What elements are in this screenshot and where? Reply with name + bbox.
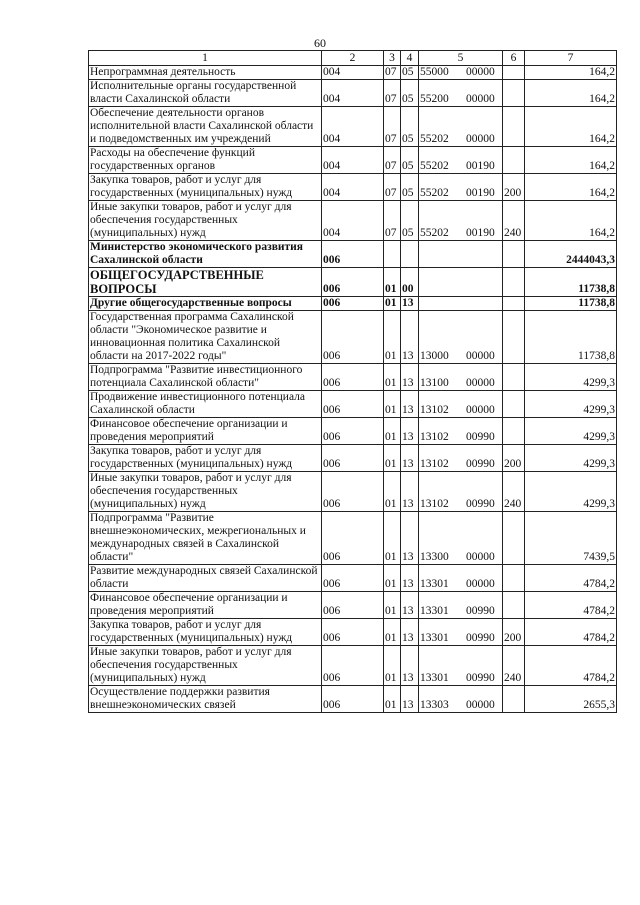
target-article-part2: 00000 [466,578,495,590]
header-cell: 5 [419,51,503,66]
section-code-cell: 07 [384,147,401,174]
target-article-part2: 00190 [466,227,495,239]
target-article-part1: 55200 [420,93,449,105]
target-article-part2: 00990 [466,672,495,684]
target-article-cell [419,268,503,297]
expense-type-cell [503,66,525,80]
amount-cell: 4784,2 [525,592,617,619]
row-name-cell: Закупка товаров, работ и услуг для государственных (муниципальных) нужд [89,619,322,646]
ministry-code-cell: 006 [322,472,384,512]
amount-cell: 4784,2 [525,619,617,646]
table-row [89,565,617,592]
expense-type-cell [503,418,525,445]
table-row [89,686,617,713]
amount-cell: 11738,8 [525,297,617,311]
subsection-code-cell: 13 [401,619,419,646]
row-name-cell: Иные закупки товаров, работ и услуг для обеспечения государственных (муниципальных) нужд [89,201,322,241]
target-article-part2: 00000 [466,377,495,389]
subsection-code-cell: 13 [401,418,419,445]
header-cell: 3 [384,51,401,66]
table-row [89,268,617,297]
row-name-cell: Расходы на обеспечение функций государственных органов [89,147,322,174]
row-name-cell: Финансовое обеспечение организации и проведения мероприятий [89,418,322,445]
table-row [89,592,617,619]
amount-cell: 164,2 [525,80,617,107]
row-name-cell: Обеспечение деятельности органов исполнительной власти Сахалинской области и подведомственных им учреждений [89,107,322,147]
target-article-part2: 00990 [466,632,495,644]
target-article-cell [419,472,503,512]
ministry-code-cell: 006 [322,391,384,418]
ministry-code-cell: 006 [322,619,384,646]
ministry-code-cell: 006 [322,311,384,364]
ministry-code-cell: 006 [322,241,384,268]
target-article-cell [419,686,503,713]
ministry-code-cell: 004 [322,147,384,174]
ministry-code-cell: 006 [322,565,384,592]
table-row [89,174,617,201]
target-article-part1: 13102 [420,498,449,510]
target-article-cell [419,80,503,107]
header-cell: 4 [401,51,419,66]
amount-cell: 164,2 [525,201,617,241]
expense-type-cell [503,80,525,107]
header-row [89,51,617,66]
target-article-part1: 13301 [420,672,449,684]
subsection-code-cell: 13 [401,512,419,565]
ministry-code-cell: 004 [322,201,384,241]
section-code-cell: 01 [384,565,401,592]
amount-cell: 4299,3 [525,418,617,445]
section-code-cell: 07 [384,66,401,80]
budget-table [88,50,617,713]
subsection-code-cell: 13 [401,364,419,391]
target-article-part2: 00000 [466,133,495,145]
table-row [89,311,617,364]
target-article-cell [419,512,503,565]
target-article-part2: 00000 [466,699,495,711]
subsection-code-cell: 05 [401,147,419,174]
target-article-part1: 13303 [420,699,449,711]
ministry-code-cell: 006 [322,418,384,445]
amount-cell: 4784,2 [525,565,617,592]
ministry-code-cell: 004 [322,174,384,201]
row-name-cell: Иные закупки товаров, работ и услуг для обеспечения государственных (муниципальных) нужд [89,472,322,512]
target-article-cell [419,107,503,147]
expense-type-cell [503,565,525,592]
header-cell: 1 [89,51,322,66]
amount-cell: 4299,3 [525,391,617,418]
section-code-cell: 01 [384,686,401,713]
target-article-part2: 00990 [466,431,495,443]
subsection-code-cell: 05 [401,66,419,80]
target-article-part1: 13102 [420,404,449,416]
row-name-cell: Развитие международных связей Сахалинской области [89,565,322,592]
ministry-code-cell: 006 [322,592,384,619]
amount-cell: 2655,3 [525,686,617,713]
expense-type-cell [503,311,525,364]
subsection-code-cell: 05 [401,174,419,201]
section-code-cell: 01 [384,311,401,364]
target-article-cell [419,445,503,472]
target-article-part1: 13000 [420,350,449,362]
expense-type-cell [503,241,525,268]
amount-cell: 11738,8 [525,311,617,364]
target-article-part1: 55202 [420,133,449,145]
target-article-cell [419,592,503,619]
expense-type-cell [503,297,525,311]
section-code-cell: 01 [384,391,401,418]
subsection-code-cell: 13 [401,565,419,592]
expense-type-cell: 200 [503,619,525,646]
target-article-cell [419,201,503,241]
ministry-code-cell: 006 [322,445,384,472]
subsection-code-cell: 13 [401,297,419,311]
header-cell: 2 [322,51,384,66]
target-article-part2: 00990 [466,458,495,470]
target-article-part1: 13301 [420,578,449,590]
subsection-code-cell: 13 [401,472,419,512]
target-article-part2: 00000 [466,404,495,416]
target-article-part1: 13301 [420,605,449,617]
ministry-code-cell: 006 [322,646,384,686]
subsection-code-cell [401,241,419,268]
expense-type-cell [503,107,525,147]
amount-cell: 164,2 [525,66,617,80]
target-article-cell [419,418,503,445]
target-article-part2: 00990 [466,605,495,617]
amount-cell: 4784,2 [525,646,617,686]
subsection-code-cell: 05 [401,80,419,107]
ministry-code-cell: 006 [322,297,384,311]
target-article-part1: 55202 [420,160,449,172]
expense-type-cell: 240 [503,201,525,241]
table-row [89,472,617,512]
table-row [89,418,617,445]
target-article-cell [419,66,503,80]
row-name-cell: Осуществление поддержки развития внешнеэкономических связей [89,686,322,713]
target-article-cell [419,241,503,268]
subsection-code-cell: 13 [401,311,419,364]
target-article-part2: 00000 [466,66,495,78]
section-code-cell: 01 [384,418,401,445]
expense-type-cell: 200 [503,174,525,201]
expense-type-cell [503,147,525,174]
row-name-cell: Закупка товаров, работ и услуг для государственных (муниципальных) нужд [89,174,322,201]
section-code-cell: 01 [384,297,401,311]
row-name-cell: Другие общегосударственные вопросы [89,297,322,311]
section-code-cell: 01 [384,364,401,391]
table-row [89,445,617,472]
subsection-code-cell: 13 [401,686,419,713]
target-article-cell [419,174,503,201]
table-row [89,297,617,311]
row-name-cell: Государственная программа Сахалинской области "Экономическое развитие и инновационная политика Сахалинской области на 2017-2022 годы" [89,311,322,364]
target-article-part2: 00190 [466,187,495,199]
expense-type-cell: 200 [503,445,525,472]
target-article-part2: 00190 [466,160,495,172]
target-article-cell [419,364,503,391]
amount-cell: 4299,3 [525,364,617,391]
target-article-cell [419,297,503,311]
target-article-part2: 00990 [466,498,495,510]
ministry-code-cell: 004 [322,66,384,80]
ministry-code-cell: 006 [322,364,384,391]
amount-cell: 4299,3 [525,445,617,472]
row-name-cell: Исполнительные органы государственной власти Сахалинской области [89,80,322,107]
target-article-part2: 00000 [466,350,495,362]
ministry-code-cell: 004 [322,107,384,147]
row-name-cell: Продвижение инвестиционного потенциала Сахалинской области [89,391,322,418]
expense-type-cell [503,592,525,619]
section-code-cell: 07 [384,80,401,107]
row-name-cell: Министерство экономического развития Сахалинской области [89,241,322,268]
subsection-code-cell: 13 [401,646,419,686]
row-name-cell: Финансовое обеспечение организации и проведения мероприятий [89,592,322,619]
row-name-cell: Непрограммная деятельность [89,66,322,80]
expense-type-cell [503,686,525,713]
page-number: 60 [314,36,326,50]
ministry-code-cell: 006 [322,268,384,297]
target-article-part2: 00000 [466,93,495,105]
expense-type-cell: 240 [503,472,525,512]
section-code-cell: 01 [384,592,401,619]
target-article-cell [419,619,503,646]
subsection-code-cell: 13 [401,445,419,472]
subsection-code-cell: 05 [401,201,419,241]
header-cell: 6 [503,51,525,66]
table-row [89,201,617,241]
target-article-cell [419,391,503,418]
header-cell: 7 [525,51,617,66]
amount-cell: 11738,8 [525,268,617,297]
amount-cell: 164,2 [525,174,617,201]
subsection-code-cell: 00 [401,268,419,297]
target-article-part1: 13102 [420,431,449,443]
row-name-cell: Подпрограмма "Развитие внешнеэкономических, межрегиональных и международных связей в Сахалинской области" [89,512,322,565]
section-code-cell: 01 [384,619,401,646]
ministry-code-cell: 006 [322,512,384,565]
table-row [89,107,617,147]
table-row [89,80,617,107]
table-row [89,512,617,565]
ministry-code-cell: 006 [322,686,384,713]
amount-cell: 4299,3 [525,472,617,512]
amount-cell: 7439,5 [525,512,617,565]
table-row [89,241,617,268]
section-code-cell: 01 [384,445,401,472]
table-row [89,391,617,418]
section-code-cell [384,241,401,268]
amount-cell: 164,2 [525,147,617,174]
section-code-cell: 07 [384,174,401,201]
section-code-cell: 01 [384,646,401,686]
row-name-cell: Закупка товаров, работ и услуг для государственных (муниципальных) нужд [89,445,322,472]
table-row [89,619,617,646]
amount-cell: 164,2 [525,107,617,147]
expense-type-cell [503,364,525,391]
table-row [89,66,617,80]
expense-type-cell [503,512,525,565]
target-article-cell [419,565,503,592]
target-article-part1: 13301 [420,632,449,644]
subsection-code-cell: 13 [401,592,419,619]
subsection-code-cell: 13 [401,391,419,418]
expense-type-cell [503,268,525,297]
amount-cell: 2444043,3 [525,241,617,268]
target-article-part1: 55202 [420,187,449,199]
target-article-part1: 55202 [420,227,449,239]
table-row [89,646,617,686]
target-article-cell [419,311,503,364]
target-article-part1: 13102 [420,458,449,470]
row-name-cell: Подпрограмма "Развитие инвестиционного потенциала Сахалинской области" [89,364,322,391]
ministry-code-cell: 004 [322,80,384,107]
section-code-cell: 01 [384,472,401,512]
target-article-part2: 00000 [466,551,495,563]
target-article-part1: 13100 [420,377,449,389]
subsection-code-cell: 05 [401,107,419,147]
target-article-cell [419,646,503,686]
table-row [89,147,617,174]
section-code-cell: 07 [384,107,401,147]
target-article-cell [419,147,503,174]
expense-type-cell: 240 [503,646,525,686]
row-name-cell: ОБЩЕГОСУДАРСТВЕННЫЕ ВОПРОСЫ [89,268,322,297]
section-code-cell: 07 [384,201,401,241]
target-article-part1: 13300 [420,551,449,563]
section-code-cell: 01 [384,512,401,565]
table-row [89,364,617,391]
section-code-cell: 01 [384,268,401,297]
expense-type-cell [503,391,525,418]
row-name-cell: Иные закупки товаров, работ и услуг для обеспечения государственных (муниципальных) нужд [89,646,322,686]
target-article-part1: 55000 [420,66,449,78]
